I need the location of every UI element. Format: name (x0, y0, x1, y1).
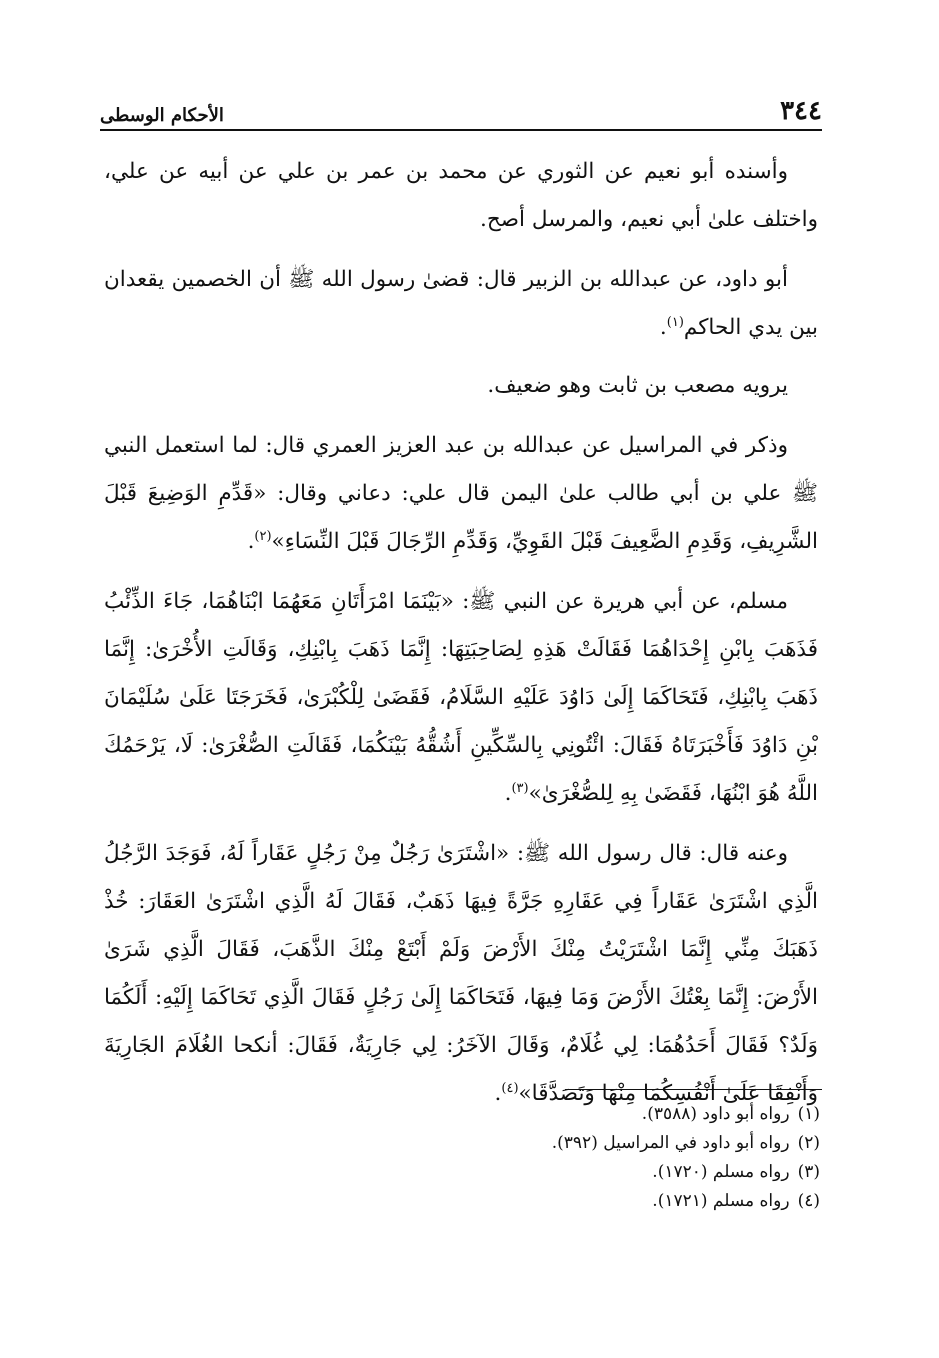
paragraph-2 (104, 256, 818, 352)
footnote-item (104, 1100, 820, 1129)
footnote-text: رواه مسلم (١٧٢١). (652, 1191, 790, 1211)
footnote-item (104, 1129, 820, 1158)
paragraph-end: . (659, 315, 667, 340)
footnote-number: (٢) (797, 1133, 820, 1153)
footnote-number: (١) (797, 1104, 820, 1124)
footnote-item (104, 1187, 820, 1216)
paragraph-3 (104, 362, 818, 410)
footnote-text: رواه مسلم (١٧٢٠). (652, 1162, 790, 1182)
footnote-reference[interactable]: (١) (666, 314, 684, 330)
page-header (100, 86, 822, 126)
main-text (104, 148, 818, 1130)
header-rule (100, 129, 822, 131)
footnote-text: رواه أبو داود في المراسيل (٣٩٢). (551, 1133, 790, 1153)
paragraph-end: . (494, 1081, 502, 1106)
page-number: ٣٤٤ (780, 96, 822, 126)
paragraph-text: وعنه قال: قال رسول الله ﷺ: «اشْتَرَىٰ رَجُلٌ مِنْ رَجُلٍ عَقَاراً لَهُ، فَوَجَدَ الرَّجُلُ الَّذِي اشْتَرَىٰ عَقَاراً فِي عَقَارِهِ جَرَّةً فِيهَا ذَهَبٌ، فَقَالَ لَهُ الَّذِي اشْتَرَىٰ العَقَارَ: خُذْ ذَهَبَكَ مِنِّي إِنَّمَا اشْتَرَيْتُ مِنْكَ الأَرْضَ وَلَمْ أَبْتَعْ مِنْكَ الذَّهَبَ، فَقَالَ الَّذِي شَرَىٰ الأَرْضَ: إِنَّمَا بِعْتُكَ الأَرْضَ وَمَا فِيهَا، فَتَحَاكَمَا إِلَىٰ رَجُلٍ فَقَالَ الَّذِي تَحَاكَمَا إِلَيْهِ: أَلَكُمَا وَلَدٌ؟ فَقَالَ أَحَدُهُمَا: لِي غُلَامٌ، وَقَالَ الآخَرُ: لِي جَارِيَةٌ، فَقَالَ: أنكحا الغُلَامَ الجَارِيَةَ وَأَنْفِقَا عَلَىٰ أَنْفُسِكُمَا مِنْهَا وَتَصَدَّقَا» (104, 841, 818, 1106)
footnote-number: (٣) (797, 1162, 820, 1182)
footnote-item (104, 1158, 820, 1187)
footnote-reference[interactable]: (٣) (511, 780, 529, 796)
footnotes (104, 1100, 820, 1216)
running-title: الأحكام الوسطى (100, 105, 224, 126)
paragraph-1 (104, 148, 818, 244)
paragraph-text: وأسنده أبو نعيم عن الثوري عن محمد بن عمر بن علي عن أبيه عن علي، واختلف علىٰ أبي نعيم، والمرسل أصح. (104, 159, 818, 232)
paragraph-text: مسلم، عن أبي هريرة عن النبي ﷺ: «بَيْنَمَا امْرَأَتَانِ مَعَهُمَا ابْنَاهُمَا، جَاءَ الذِّئْبُ فَذَهَبَ بِابْنِ إِحْدَاهُمَا فَقَالَتْ هَذِهِ لِصَاحِبَتِهَا: إِنَّمَا ذَهَبَ بِابْنِكِ، وَقَالَتِ الأُخْرَىٰ: إِنَّمَا ذَهَبَ بِابْنِكِ، فَتَحَاكَمَا إِلَىٰ دَاوُدَ عَلَيْهِ السَّلَامُ، فَقَضَىٰ لِلْكُبْرَىٰ، فَخَرَجَتَا عَلَىٰ سُلَيْمَانَ بْنِ دَاوُدَ فَأَخْبَرَتَاهُ فَقَالَ: ائْتُونِي بِالسِّكِّينِ أَشُقُّهُ بَيْنَكُمَا، فَقَالَتِ الصُّغْرَىٰ: لَا، يَرْحَمُكَ اللَّهُ هُوَ ابْنُهَا، فَقَضَىٰ بِهِ لِلصُّغْرَىٰ» (104, 589, 818, 806)
paragraph-4 (104, 422, 818, 566)
footnote-rule (565, 1089, 822, 1090)
footnote-reference[interactable]: (٤) (501, 1080, 519, 1096)
paragraph-5 (104, 578, 818, 818)
paragraph-text: أبو داود، عن عبدالله بن الزبير قال: قضىٰ رسول الله ﷺ أن الخصمين يقعدان بين يدي الحاكم (104, 267, 818, 340)
paragraph-end: . (504, 781, 512, 806)
footnote-number: (٤) (797, 1191, 820, 1211)
footnote-text: رواه أبو داود (٣٥٨٨). (641, 1104, 790, 1124)
footnote-reference[interactable]: (٢) (254, 528, 272, 544)
paragraph-text: وذكر في المراسيل عن عبدالله بن عبد العزيز العمري قال: لما استعمل النبي ﷺ علي بن أبي طالب علىٰ اليمن قال علي: دعاني وقال: «قَدِّمِ الوَضِيعَ قَبْلَ الشَّرِيفِ، وَقَدِمِ الضَّعِيفَ قَبْلَ القَوِيِّ، وَقَدِّمِ الرِّجَالَ قَبْلَ النِّسَاءِ» (104, 433, 818, 554)
paragraph-end: . (247, 529, 255, 554)
paragraph-text: يرويه مصعب بن ثابت وهو ضعيف. (487, 373, 788, 398)
paragraph-6 (104, 830, 818, 1118)
